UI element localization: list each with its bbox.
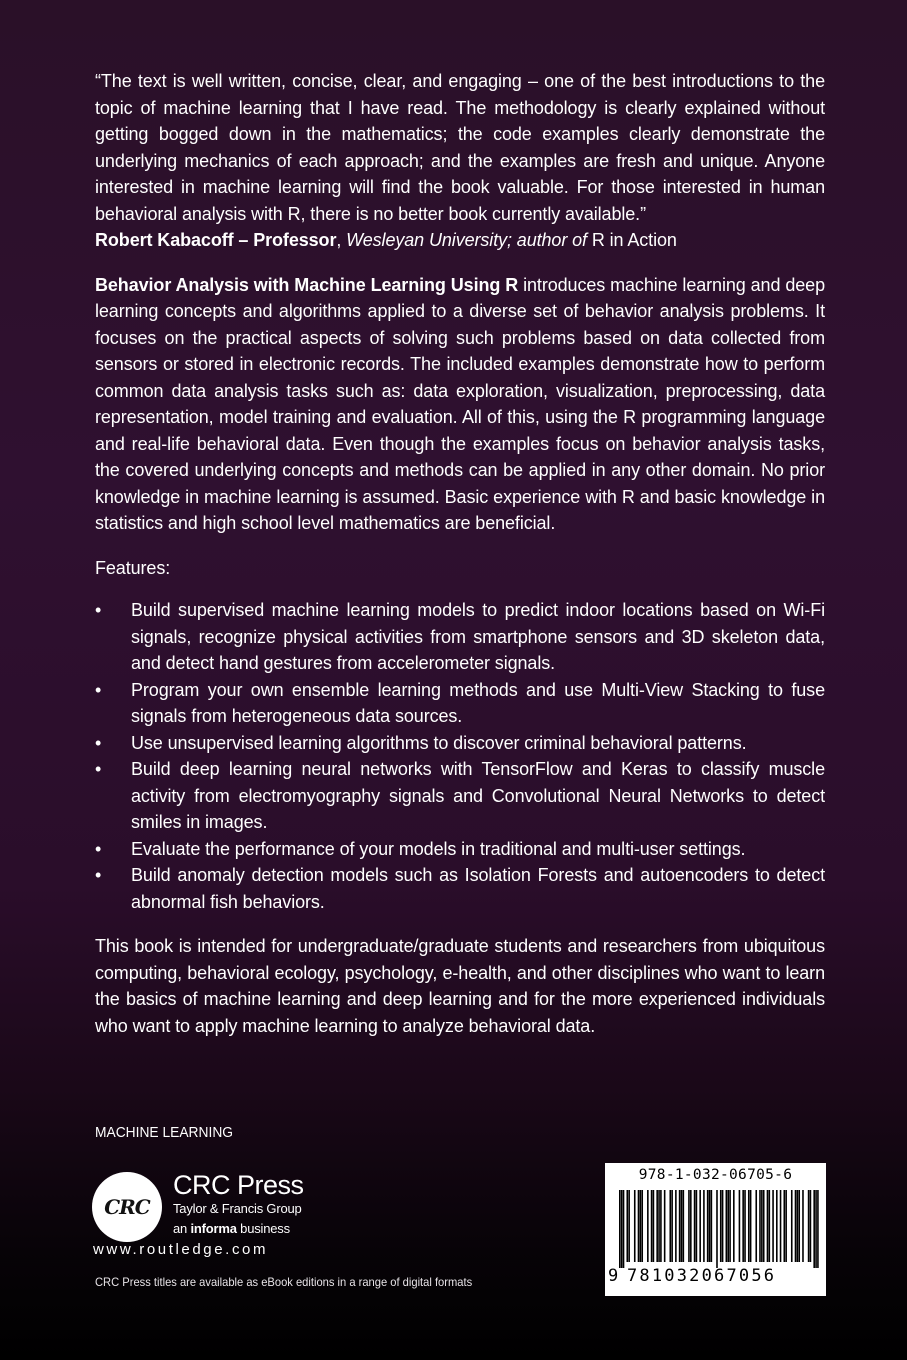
barcode-bar (656, 1190, 658, 1262)
barcode-bar (683, 1190, 685, 1262)
barcode-bar (733, 1190, 735, 1262)
barcode-bar (703, 1190, 705, 1262)
barcode-bar (772, 1190, 774, 1262)
barcode-bar (761, 1190, 763, 1262)
barcode-bar (669, 1190, 671, 1262)
audience-paragraph: This book is intended for undergraduate/graduate students and researchers from ubiquitous computing, behavioral ecology, psychology, e-health, and other disciplines who want to learn the basics of machine learning and deep learning and for the more experienced individuals who want to apply machine learning to analyze behavioral data. (95, 936, 825, 1036)
publisher-informa: an informa business (173, 1221, 290, 1236)
barcode-bar (638, 1190, 640, 1262)
isbn-barcode (605, 1163, 826, 1296)
barcode-bar (817, 1190, 819, 1268)
barcode-bars-icon (619, 1190, 819, 1268)
barcode-bar (679, 1190, 681, 1262)
barcode-bar (660, 1190, 662, 1262)
list-item: • Build anomaly detection models such as Isolation Forests and autoencoders to detect abnormal fish behaviors. (95, 862, 825, 915)
barcode-bar (641, 1190, 643, 1262)
barcode-bar (671, 1190, 673, 1262)
quote-text: “The text is well written, concise, clear, and engaging – one of the best introductions to the topic of machine learning that I have read. The methodology is clearly explained without getting bogged down in the mathematics; the code examples clearly demonstrate the underlying mechanics of each approach; and the examples are fresh and unique. Anyone interested in machine learning will find the book valuable. For those interested in human behavioral analysis with R, there is no better book currently available.” (95, 71, 825, 224)
barcode-bar (797, 1190, 799, 1262)
list-item: • Build supervised machine learning models to predict indoor locations based on Wi-Fi signals, recognize physical activities from smartphone sensors and 3D skeleton data, and detect hand gestures from accelerometer signals. (95, 597, 825, 677)
barcode-rest-digits: 781032067056 (627, 1266, 777, 1286)
barcode-bar (813, 1190, 815, 1268)
features-heading: Features: (95, 557, 171, 578)
barcode-bar (755, 1190, 757, 1262)
isbn-number: 978-1-032-06705-6 (638, 1167, 793, 1183)
publisher-name: CRC Press (173, 1170, 304, 1200)
barcode-bar (739, 1190, 741, 1262)
book-title: Behavior Analysis with Machine Learning Using R (95, 274, 519, 295)
barcode-bar (720, 1190, 722, 1262)
review-quote (95, 68, 825, 254)
publisher-group: Taylor & Francis Group (173, 1201, 302, 1216)
crc-logo-icon (92, 1172, 162, 1242)
barcode-bar (626, 1190, 628, 1262)
barcode-bar (658, 1190, 660, 1262)
back-cover-text (95, 68, 825, 1039)
description-text: introduces machine learning and deep learning concepts and algorithms applied to a diverse set of behavior analysis problems. It focuses on the practical aspects of solving such problems based on data collected from sensors or stored in electronic records. The included examples demonstrate how to perform common data analysis tasks such as: data exploration, visualization, preprocessing, data representation, model training and evaluation. All of this, using the R programming language and real-life behavioral data. Even though the examples focus on behavior analysis tasks, the covered underlying concepts and methods can be applied in any other domain. No prior knowledge in machine learning is assumed. Basic experience with R and basic knowledge in statistics and high school level mathematics are beneficial. (95, 274, 825, 533)
barcode-bar (707, 1190, 709, 1262)
barcode-bar (651, 1190, 653, 1262)
barcode-bar (769, 1190, 771, 1262)
barcode-bar (681, 1190, 683, 1262)
barcode-bar (783, 1190, 785, 1262)
quote-affiliation: Wesleyan University; author of (346, 230, 592, 250)
bullet-icon: • (95, 865, 102, 885)
ebook-note: CRC Press titles are available as eBook editions in a range of digital formats (95, 1275, 473, 1289)
bullet-icon: • (95, 679, 102, 700)
quote-attribution: Robert Kabacoff – Professor, Wesleyan University; author of R in Action (95, 230, 677, 250)
barcode-bar (759, 1190, 761, 1262)
barcode-bar (791, 1190, 793, 1262)
barcode-bar (808, 1190, 810, 1262)
barcode-bar (729, 1190, 731, 1262)
barcode-bar (647, 1190, 649, 1262)
barcode-bar (727, 1190, 729, 1262)
barcode-bar (802, 1190, 804, 1262)
features-list (95, 597, 825, 915)
bullet-icon: • (95, 838, 102, 859)
barcode-bar (795, 1190, 797, 1262)
list-item: • Build deep learning neural networks with TensorFlow and Keras to classify muscle activity from electromyography signals and Convolutional Neural Networks to detect smiles in images. (95, 756, 825, 836)
quote-author: Robert Kabacoff – Professor (95, 230, 337, 250)
barcode-bar (653, 1190, 655, 1262)
barcode-bar (748, 1190, 750, 1262)
barcode-bar (623, 1190, 625, 1268)
barcode-bar (664, 1190, 666, 1262)
barcode-bar (619, 1190, 621, 1268)
crc-logo-text: CRC (104, 1195, 150, 1219)
barcode-bar (785, 1190, 787, 1262)
barcode-bar (688, 1190, 690, 1262)
barcode-bar (675, 1190, 677, 1262)
barcode-bar (709, 1190, 711, 1262)
barcode-bar (696, 1190, 698, 1262)
publisher-website: www.routledge.com (93, 1241, 269, 1258)
barcode-bar (750, 1190, 752, 1262)
barcode-bar (810, 1190, 812, 1262)
barcode-bar (763, 1190, 765, 1262)
subject-category: MACHINE LEARNING (95, 1124, 234, 1141)
bullet-icon: • (95, 732, 102, 753)
barcode-bar (726, 1190, 728, 1262)
barcode-bar (742, 1190, 744, 1262)
barcode-bar (640, 1190, 642, 1262)
barcode-bar (621, 1190, 623, 1268)
barcode-bar (711, 1190, 713, 1262)
list-item: • Evaluate the performance of your models in traditional and multi-user settings. (95, 836, 825, 863)
barcode-bar (780, 1190, 782, 1262)
quote-book: R in Action (591, 230, 677, 250)
list-item: • Use unsupervised learning algorithms to discover criminal behavioral patterns. (95, 730, 825, 757)
barcode-bar (776, 1190, 778, 1262)
barcode-bar (767, 1190, 769, 1262)
barcode-lead-digit: 9 (608, 1266, 620, 1286)
barcode-bar (722, 1190, 724, 1262)
barcode-bar (628, 1190, 630, 1262)
barcode-bar (744, 1190, 746, 1262)
list-item: • Program your own ensemble learning methods and use Multi-View Stacking to fuse signals from heterogeneous data sources. (95, 677, 825, 730)
barcode-bar (815, 1190, 817, 1268)
barcode-bar (694, 1190, 696, 1262)
barcode-bar (699, 1190, 701, 1262)
barcode-bar (634, 1190, 636, 1262)
barcode-bar (716, 1190, 718, 1268)
barcode-bar (690, 1190, 692, 1262)
book-description (95, 272, 825, 537)
bullet-icon: • (95, 759, 102, 779)
barcode-bar (798, 1190, 800, 1262)
bullet-icon: • (95, 600, 102, 620)
